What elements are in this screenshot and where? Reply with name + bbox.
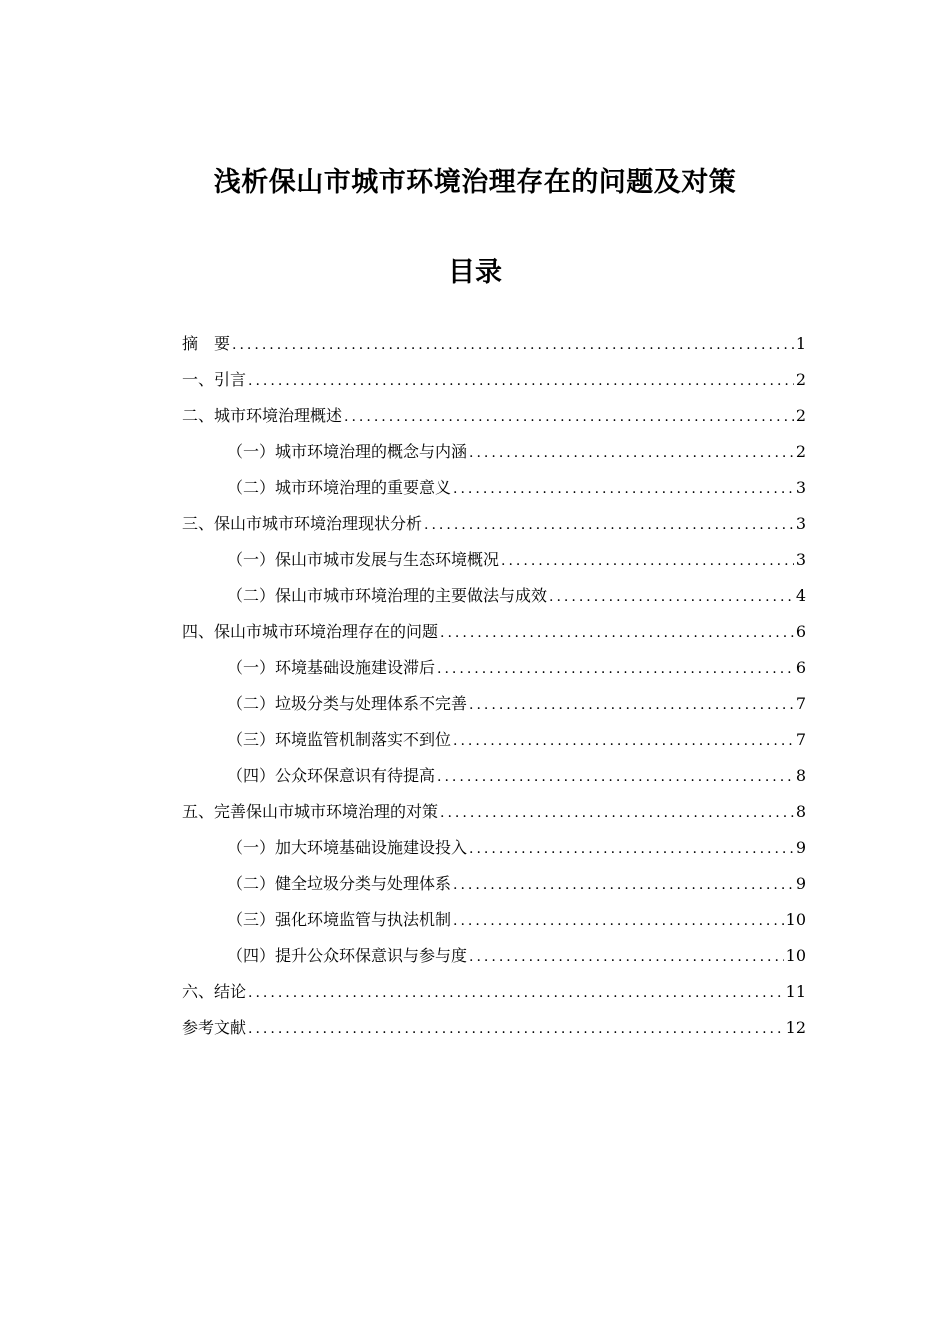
toc-entry-label: （二）垃圾分类与处理体系不完善 — [227, 694, 468, 713]
toc-dot-leader — [440, 615, 794, 651]
toc-dot-leader — [440, 795, 794, 831]
toc-entry-label: （二）健全垃圾分类与处理体系 — [227, 874, 452, 893]
toc-dot-leader — [501, 543, 794, 579]
toc-entry-label: （一）加大环境基础设施建设投入 — [227, 838, 468, 857]
toc-entry-label: 五、完善保山市城市环境治理的对策 — [182, 802, 439, 821]
toc-entry-label: 六、结论 — [182, 982, 247, 1001]
toc-entry-page-number: 6 — [795, 658, 806, 677]
toc-entry[interactable] — [182, 434, 806, 470]
toc-entry-label: 三、保山市城市环境治理现状分析 — [182, 514, 423, 533]
toc-entry-page-number: 8 — [795, 802, 806, 821]
toc-dot-leader — [469, 831, 794, 867]
toc-entry-page-number: 2 — [795, 370, 806, 389]
toc-dot-leader — [469, 939, 784, 975]
toc-entry-page-number: 11 — [785, 982, 806, 1001]
toc-dot-leader — [453, 723, 794, 759]
toc-entry-page-number: 3 — [795, 514, 806, 533]
toc-entry[interactable] — [182, 578, 806, 614]
toc-entry-page-number: 3 — [795, 550, 806, 569]
toc-dot-leader — [248, 363, 794, 399]
toc-dot-leader — [437, 759, 794, 795]
toc-dot-leader — [232, 327, 794, 363]
toc-entry-label: （三）强化环境监管与执法机制 — [227, 910, 452, 929]
toc-entry[interactable] — [182, 938, 806, 974]
toc-entry-page-number: 7 — [795, 730, 806, 749]
toc-entry[interactable] — [182, 470, 806, 506]
toc-entry-page-number: 10 — [785, 910, 806, 929]
toc-dot-leader — [453, 903, 784, 939]
toc-entry[interactable] — [182, 686, 806, 722]
toc-dot-leader — [248, 1011, 784, 1047]
toc-dot-leader — [344, 399, 794, 435]
toc-entry-page-number: 7 — [795, 694, 806, 713]
toc-entry-label: （二）保山市城市环境治理的主要做法与成效 — [227, 586, 548, 605]
toc-entry-page-number: 12 — [785, 1018, 806, 1037]
toc-entry-label: （四）公众环保意识有待提高 — [227, 766, 436, 785]
toc-entry[interactable] — [182, 398, 806, 434]
toc-entry[interactable] — [182, 830, 806, 866]
toc-entry-page-number: 2 — [795, 406, 806, 425]
toc-entry[interactable] — [182, 758, 806, 794]
toc-entry[interactable] — [182, 794, 806, 830]
toc-entry-page-number: 9 — [795, 874, 806, 893]
toc-entry[interactable] — [182, 902, 806, 938]
toc-entry-page-number: 6 — [795, 622, 806, 641]
toc-dot-leader — [469, 435, 794, 471]
toc-entry-label: 二、城市环境治理概述 — [182, 406, 343, 425]
toc-heading: 目录 — [448, 257, 502, 288]
toc-entry[interactable] — [182, 614, 806, 650]
toc-entry-label: （四）提升公众环保意识与参与度 — [227, 946, 468, 965]
toc-entry[interactable] — [182, 506, 806, 542]
toc-entry-label: （一）城市环境治理的概念与内涵 — [227, 442, 468, 461]
toc-entry[interactable] — [182, 326, 806, 362]
toc-entry-label: 摘 要 — [182, 334, 231, 353]
toc-entry-page-number: 9 — [795, 838, 806, 857]
toc-entry-label: （二）城市环境治理的重要意义 — [227, 478, 452, 497]
table-of-contents — [182, 326, 806, 1046]
toc-entry-page-number: 2 — [795, 442, 806, 461]
toc-dot-leader — [549, 579, 794, 615]
toc-entry-label: 一、引言 — [182, 370, 247, 389]
toc-entry[interactable] — [182, 362, 806, 398]
toc-entry-label: 四、保山市城市环境治理存在的问题 — [182, 622, 439, 641]
toc-entry-label: （三）环境监管机制落实不到位 — [227, 730, 452, 749]
toc-dot-leader — [453, 867, 794, 903]
toc-entry[interactable] — [182, 542, 806, 578]
toc-dot-leader — [453, 471, 794, 507]
toc-entry-page-number: 10 — [785, 946, 806, 965]
toc-entry-label: （一）环境基础设施建设滞后 — [227, 658, 436, 677]
toc-entry-label: 参考文献 — [182, 1018, 247, 1037]
toc-entry-label: （一）保山市城市发展与生态环境概况 — [227, 550, 500, 569]
document-title: 浅析保山市城市环境治理存在的问题及对策 — [213, 167, 737, 198]
toc-entry[interactable] — [182, 650, 806, 686]
toc-entry[interactable] — [182, 974, 806, 1010]
toc-entry-page-number: 8 — [795, 766, 806, 785]
toc-dot-leader — [469, 687, 794, 723]
toc-dot-leader — [437, 651, 794, 687]
toc-entry[interactable] — [182, 722, 806, 758]
toc-dot-leader — [424, 507, 794, 543]
toc-entry-page-number: 3 — [795, 478, 806, 497]
toc-entry[interactable] — [182, 866, 806, 902]
toc-entry-page-number: 1 — [795, 334, 806, 353]
toc-dot-leader — [248, 975, 784, 1011]
toc-entry-page-number: 4 — [795, 586, 806, 605]
toc-entry[interactable] — [182, 1010, 806, 1046]
